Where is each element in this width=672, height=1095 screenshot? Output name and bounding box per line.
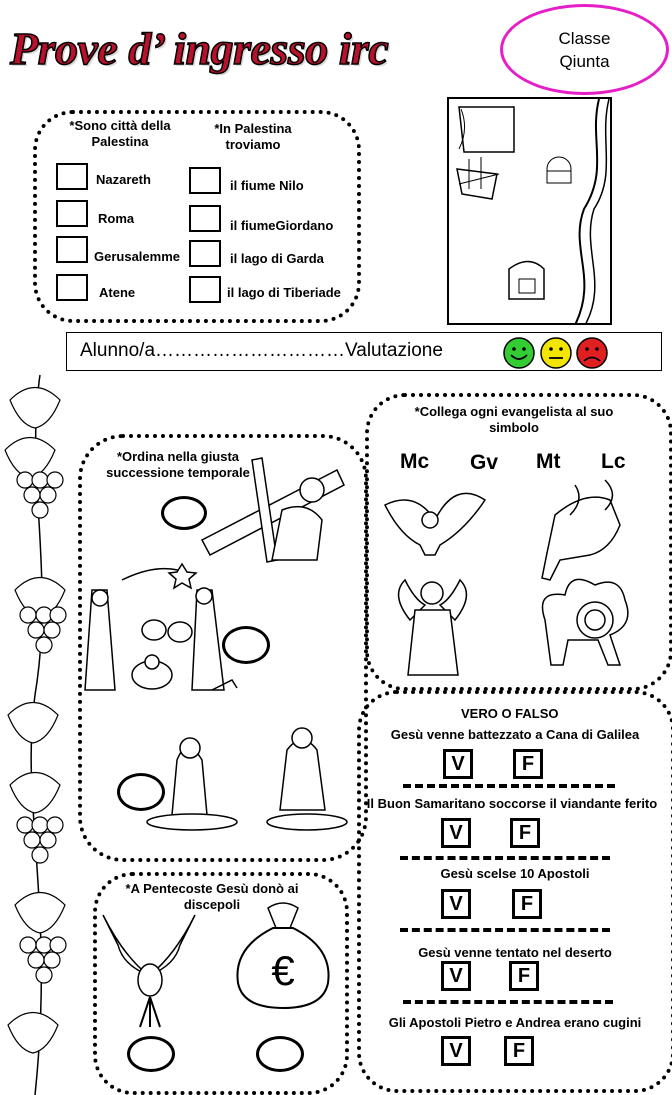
true-button-1[interactable]: V: [443, 749, 473, 779]
euro-symbol: €: [271, 947, 295, 994]
false-button-4[interactable]: F: [509, 961, 539, 991]
checkbox-fiume-nilo[interactable]: [189, 167, 221, 194]
evangelist-symbols-drawing: [375, 480, 655, 680]
ox-symbol[interactable]: [542, 480, 620, 580]
nativity-scene: [85, 564, 224, 690]
cross-scene: [202, 458, 344, 562]
option-lago-garda: il lago di Garda: [230, 251, 324, 266]
false-button-5[interactable]: F: [504, 1036, 534, 1066]
label-mt[interactable]: Mt: [536, 450, 561, 473]
pentecoste-title: *A Pentecoste Gesù donò ai discepoli: [125, 881, 299, 912]
true-button-4[interactable]: V: [441, 961, 471, 991]
false-button-2[interactable]: F: [510, 818, 540, 848]
palestine-map: [447, 97, 612, 325]
student-name-field[interactable]: Alunno/a…………………………Valutazione: [80, 340, 443, 361]
statement-3: Gesù scelse 10 Apostoli: [440, 866, 590, 881]
class-badge: [500, 4, 669, 95]
lion-symbol[interactable]: [543, 579, 628, 665]
pentecoste-answer-oval-2[interactable]: [256, 1036, 304, 1072]
option-fiume-nilo: il fiume Nilo: [230, 178, 304, 193]
label-gv[interactable]: Gv: [470, 451, 499, 474]
pentecoste-answer-oval-1[interactable]: [127, 1036, 175, 1072]
checkbox-atene[interactable]: [56, 274, 88, 301]
angel-symbol[interactable]: [399, 580, 467, 675]
checkbox-lago-garda[interactable]: [189, 240, 221, 267]
label-lc[interactable]: Lc: [601, 450, 626, 473]
sad-face-icon[interactable]: [577, 338, 607, 368]
option-atene: Atene: [99, 285, 136, 300]
option-lago-tiberiade: il lago di Tiberiade: [227, 285, 341, 300]
statement-4: Gesù venne tentato nel deserto: [418, 945, 612, 960]
q1-title: *Sono città della Palestina: [69, 118, 171, 149]
bible-scenes-drawing: [82, 450, 352, 850]
divider-1: [403, 784, 615, 788]
divider-3: [400, 928, 610, 932]
label-mc[interactable]: Mc: [400, 450, 430, 473]
option-gerusalemme: Gerusalemme: [94, 249, 180, 264]
baptism-scene: [147, 680, 347, 830]
option-roma: Roma: [98, 211, 135, 226]
evangelisti-title: *Collega ogni evangelista al suo simbolo: [414, 404, 614, 435]
neutral-face-icon[interactable]: [541, 338, 571, 368]
divider-4: [403, 1000, 613, 1004]
q2-title: *In Palestina troviamo: [214, 121, 292, 152]
checkbox-lago-tiberiade[interactable]: [189, 276, 221, 303]
statement-2: Il Buon Samaritano soccorse il viandante ferito: [366, 796, 658, 811]
eagle-symbol[interactable]: [385, 493, 485, 555]
option-fiume-giordano: il fiumeGiordano: [230, 218, 334, 233]
dove-icon: [95, 905, 205, 1025]
statement-1: Gesù venne battezzato a Cana di Galilea: [390, 727, 640, 742]
evaluation-faces: [502, 336, 612, 370]
map-drawing: [449, 99, 612, 325]
true-button-2[interactable]: V: [441, 818, 471, 848]
false-button-3[interactable]: F: [512, 889, 542, 919]
checkbox-roma[interactable]: [56, 200, 88, 227]
vero-falso-title: VERO O FALSO: [461, 706, 559, 721]
statement-5: Gli Apostoli Pietro e Andrea erano cugini: [388, 1015, 642, 1030]
true-button-5[interactable]: V: [441, 1036, 471, 1066]
option-nazareth: Nazareth: [96, 172, 151, 187]
checkbox-fiume-giordano[interactable]: [189, 205, 221, 232]
class-value: Qiunta: [559, 51, 610, 71]
ordina-title: *Ordina nella giusta successione temporale: [106, 449, 250, 480]
money-bag-icon: [233, 893, 333, 1013]
checkbox-gerusalemme[interactable]: [56, 236, 88, 263]
class-label: Classe: [558, 28, 611, 48]
true-button-3[interactable]: V: [441, 889, 471, 919]
grape-vine-decoration: [0, 375, 75, 1095]
divider-2: [400, 856, 610, 860]
happy-face-icon[interactable]: [504, 338, 534, 368]
false-button-1[interactable]: F: [513, 749, 543, 779]
page-title: Prove d’ ingresso irc: [10, 23, 389, 74]
checkbox-nazareth[interactable]: [56, 163, 88, 190]
